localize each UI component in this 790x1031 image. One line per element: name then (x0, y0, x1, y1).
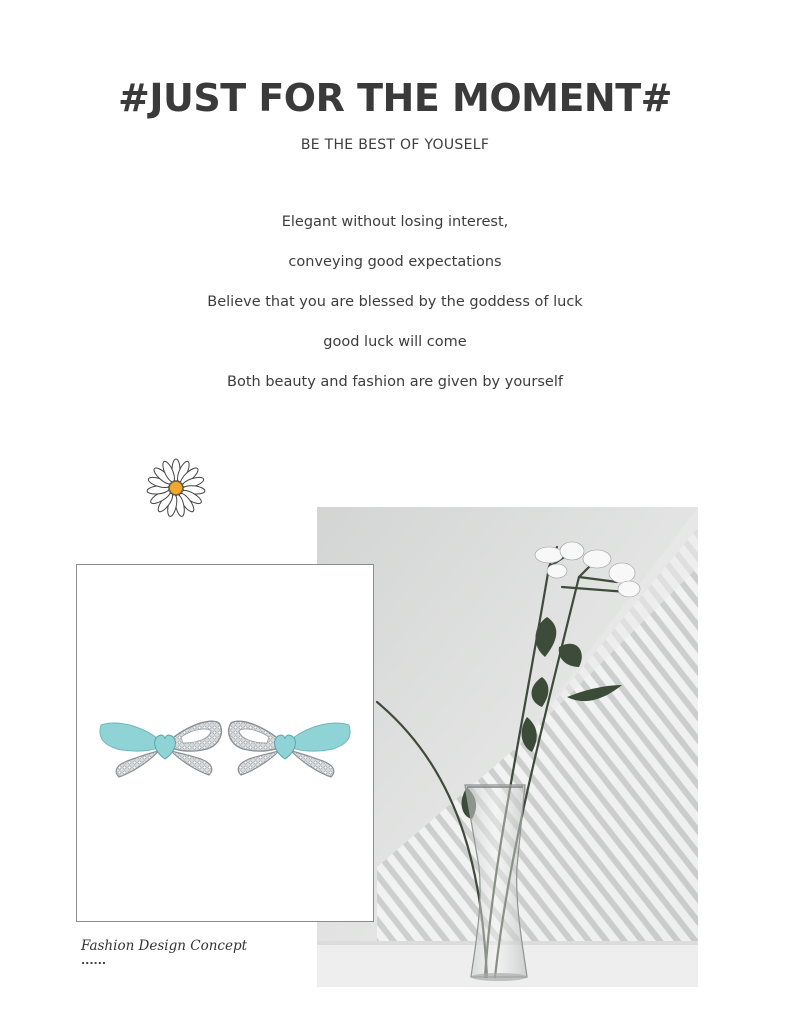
poem-line: conveying good expectations (288, 254, 502, 270)
caption-ellipsis: ...... (81, 954, 107, 967)
page-title: #JUST FOR THE MOMENT# (118, 76, 672, 120)
poem-line: good luck will come (323, 334, 467, 350)
caption-label: Fashion Design Concept (81, 938, 248, 954)
product-card (76, 564, 374, 922)
poem-line: Both beauty and fashion are given by yourself (227, 374, 563, 390)
poem-text (0, 212, 790, 412)
daisy-flower-icon (144, 457, 208, 519)
page-subtitle: BE THE BEST OF YOUSELF (300, 137, 490, 153)
left-earring (100, 721, 221, 777)
poem-line: Believe that you are blessed by the goddess of luck (207, 294, 583, 310)
bow-earrings-image (77, 565, 373, 921)
vase-flowers-image (317, 507, 698, 987)
poem-line: Elegant without losing interest, (281, 214, 509, 230)
right-earring (229, 721, 350, 777)
lifestyle-photo (317, 507, 698, 987)
